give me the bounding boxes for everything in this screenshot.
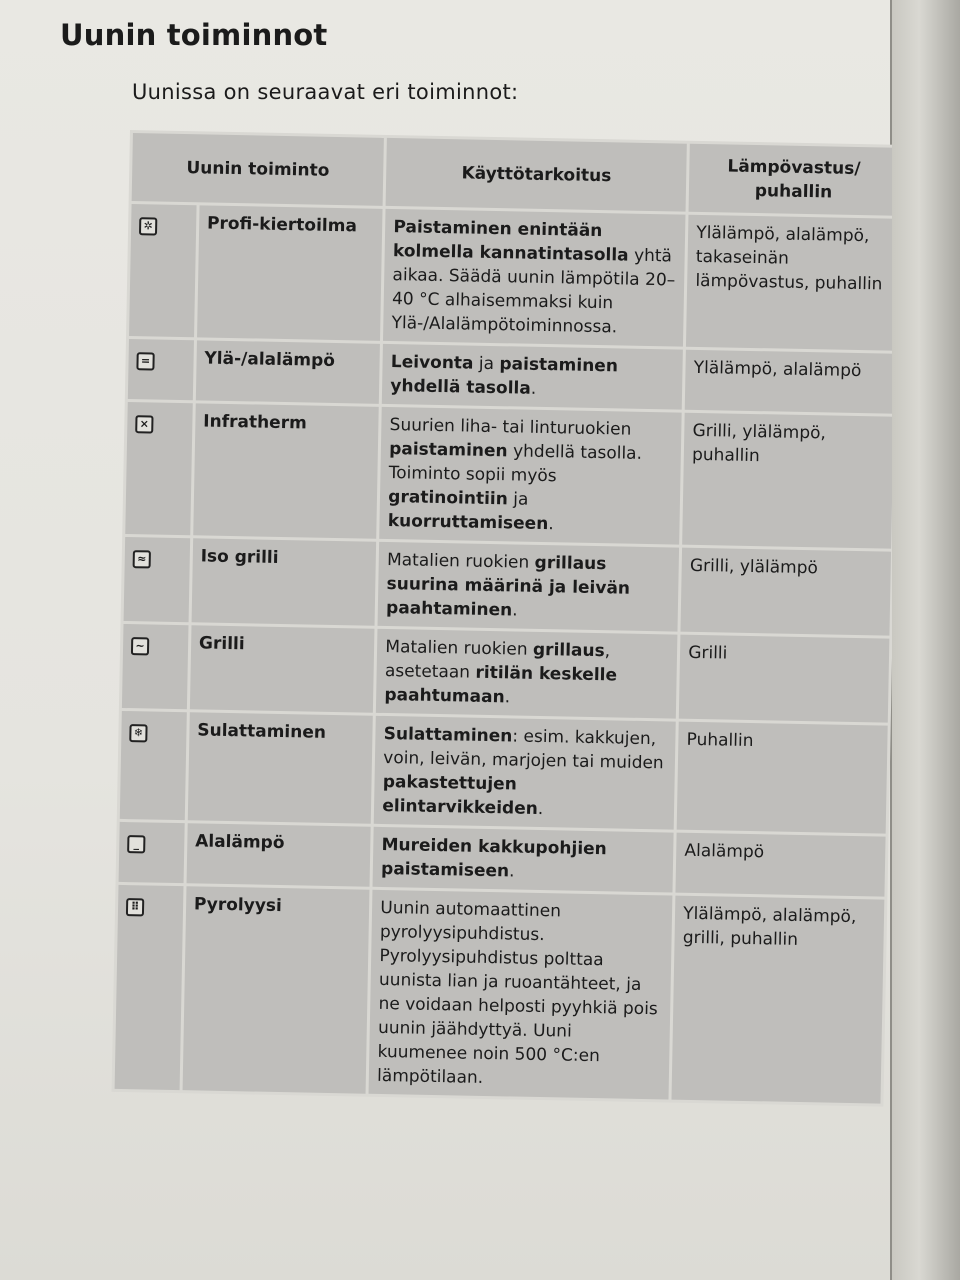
function-icon-cell [119, 822, 185, 883]
function-icon-cell [125, 402, 192, 535]
function-name: Infratherm [193, 403, 379, 538]
fan-heating-icon: ✲ [139, 217, 157, 235]
usage-text-segment: . [537, 798, 544, 820]
function-usage [374, 716, 676, 830]
function-icon-cell [120, 711, 187, 820]
oven-functions-table [112, 130, 902, 1107]
usage-text-segment: grillaus [532, 639, 605, 662]
usage-text-segment: Matalien ruokien [385, 636, 534, 660]
top-bottom-heat-icon: = [136, 352, 154, 370]
function-usage [376, 629, 678, 719]
usage-text-segment: yhdellä tasolla. Toiminto sopii myös [388, 441, 643, 487]
function-heating: Grilli, ylälämpö [681, 548, 891, 636]
function-name: Ylä-/alalämpö [196, 340, 381, 404]
function-heating: Puhallin [677, 722, 888, 834]
usage-text-segment: Mureiden kakkupohjien paistamiseen [380, 834, 607, 882]
usage-text-segment: . [512, 600, 518, 621]
table-row [115, 885, 885, 1104]
usage-text-segment: Paistaminen enintään kolmella kannatintasolla [392, 217, 629, 266]
usage-text-segment: : esim. kakkujen, voin, leivän, marjojen tai muiden [383, 726, 664, 774]
usage-text-segment: . [548, 514, 554, 535]
usage-text-segment: Suurien liha- tai linturuokien [389, 415, 632, 440]
table-header-row [132, 133, 899, 216]
usage-text-segment: paistaminen [388, 439, 508, 462]
next-page-edge [892, 0, 960, 1280]
table-row [128, 339, 895, 414]
usage-text-segment: Uunin automaattinen pyrolyysipuhdistus. Pyrolyysipuhdistus polttaa uunista lian ja ruoantähteet, ja ne voidaan helposti pyyhkiä pois uunin jäähdyttyä. Uuni kuumenee noin 500 °C:en lämpötilaan. [376, 897, 658, 1088]
usage-text-segment: ritilän keskelle paahtumaan [384, 662, 618, 708]
function-usage [378, 542, 680, 632]
usage-text-segment: kuorruttamiseen [387, 511, 549, 535]
usage-text-segment: Leivonta [390, 352, 474, 374]
function-name: Grilli [190, 625, 375, 713]
table-body [115, 204, 898, 1104]
function-heating: Ylälämpö, alalämpö, grilli, puhallin [672, 896, 885, 1104]
function-name: Alalämpö [186, 823, 371, 887]
function-icon-cell [128, 339, 194, 400]
function-name: Iso grilli [191, 538, 376, 626]
intro-text: Uunissa on seuraavat eri toiminnot: [132, 80, 519, 104]
function-usage [373, 827, 674, 893]
usage-text-segment: . [504, 687, 511, 708]
usage-text-segment: yhtä aikaa. Säädä uunin lämpötila 20–40 °C alhaisemmaksi kuin Ylä-/Alalämpötoiminnossa. [391, 245, 676, 338]
header-function: Uunin toiminto [132, 133, 385, 206]
table-row [119, 822, 886, 897]
function-usage [383, 209, 685, 347]
function-usage [369, 890, 673, 1100]
function-icon-cell [129, 204, 196, 337]
usage-text-segment: , asetetaan [384, 641, 611, 683]
usage-text-segment: pakastettujen elintarvikkeiden [382, 771, 538, 819]
usage-text-segment: Matalien ruokien [386, 550, 535, 573]
usage-text-segment: . [530, 378, 537, 399]
function-heating: Alalämpö [676, 833, 886, 897]
functions-table-wrapper [112, 130, 902, 1107]
table-row [124, 537, 891, 636]
bottom-heat-icon: _ [127, 835, 145, 853]
usage-text-segment: . [508, 861, 515, 882]
usage-text-segment: paistaminen yhdellä tasolla [390, 354, 619, 399]
table-row [125, 402, 893, 549]
large-grill-icon: ≈ [133, 550, 151, 568]
function-heating: Ylälämpö, alalämpö, takaseinän lämpövastus, puhallin [686, 215, 897, 351]
function-icon-cell [124, 537, 190, 622]
usage-text-segment: grillaus suurina määrinä ja leivän paahtaminen [385, 552, 631, 621]
function-icon-cell [115, 885, 184, 1090]
function-heating: Ylälämpö, alalämpö [685, 350, 895, 414]
function-name: Sulattaminen [188, 712, 373, 824]
table-row [129, 204, 897, 351]
table-row [122, 624, 889, 723]
function-usage [379, 407, 681, 545]
table-row [120, 711, 888, 834]
function-heating: Grilli, ylälämpö, puhallin [682, 413, 893, 549]
defrost-icon: ❄ [129, 724, 147, 742]
function-heating: Grilli [679, 635, 889, 723]
grill-icon: ~ [131, 637, 149, 655]
infratherm-icon: ⨯ [135, 415, 153, 433]
function-icon-cell [122, 624, 188, 709]
function-name: Profi-kiertoilma [197, 205, 383, 340]
function-usage [382, 344, 683, 410]
pyrolysis-icon: ⠿ [126, 898, 144, 916]
usage-text-segment: ja [507, 489, 529, 510]
header-usage: Käyttötarkoitus [386, 138, 687, 212]
usage-text-segment: Sulattaminen [383, 723, 513, 747]
usage-text-segment: ja [473, 353, 500, 375]
usage-text-segment: gratinointiin [388, 487, 509, 510]
page-title: Uunin toiminnot [60, 18, 328, 52]
header-heating: Lämpövastus/ puhallin [689, 144, 899, 216]
function-name: Pyrolyysi [182, 886, 369, 1093]
